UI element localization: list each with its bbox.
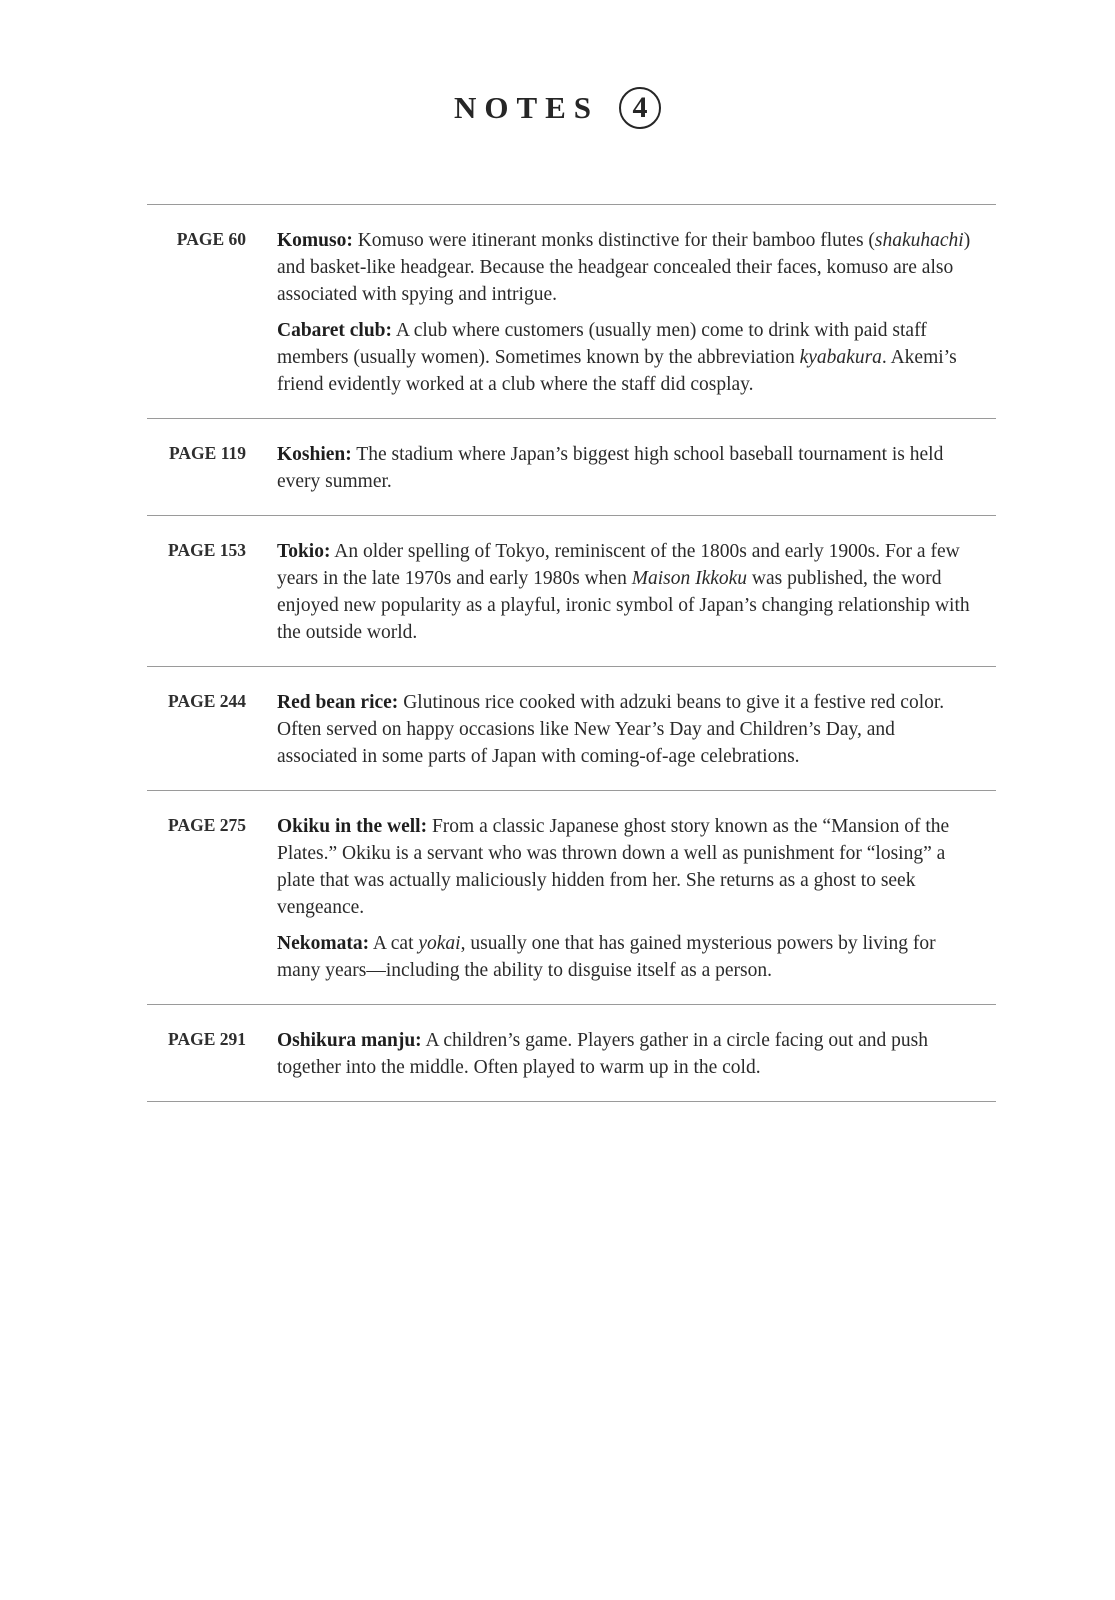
note-term: Komuso:	[277, 230, 353, 251]
page-reference: PAGE 153	[168, 540, 246, 560]
note-italic-text: Maison Ikkoku	[631, 568, 748, 589]
note-text: Glutinous rice cooked with adzuki beans to give it a festive red color. Often served on happy occasions like New Year’s Day and Children’s Day, and associated in some parts of Japan with coming-of-age celebrations.	[277, 692, 945, 767]
note-term: Cabaret club:	[277, 320, 393, 341]
note-term: Koshien:	[277, 444, 352, 465]
note-text: From a classic Japanese ghost story known as the “Mansion of the Plates.” Okiku is a servant who was thrown down a well as punishment for “losing” a plate that was actually maliciously hidden from her. She returns as a ghost to seek vengeance.	[277, 816, 950, 918]
note-entry	[277, 930, 977, 984]
note-entry	[277, 227, 977, 308]
note-text: A children’s game. Players gather in a circle facing out and push together into the middle. Often played to warm up in the cold.	[277, 1030, 928, 1078]
note-text: A cat	[369, 933, 419, 954]
page-reference: PAGE 275	[168, 815, 246, 835]
note-italic-text: yokai	[418, 933, 461, 954]
note-term: Tokio:	[277, 541, 331, 562]
note-text: ) and basket-like headgear. Because the headgear concealed their faces, komuso are also associated with spying and intrigue.	[277, 230, 971, 305]
note-text: Komuso were itinerant monks distinctive for their bamboo flutes (	[352, 230, 875, 251]
note-entries	[277, 813, 977, 984]
page-reference: PAGE 119	[169, 443, 246, 463]
note-entry	[277, 813, 977, 921]
note-italic-text: shakuhachi	[874, 230, 964, 251]
note-entries	[277, 689, 977, 770]
page-reference: PAGE 60	[176, 229, 246, 249]
page-title: NOTES	[453, 90, 600, 125]
volume-number-badge: 4	[619, 87, 661, 129]
note-text: , usually one that has gained mysterious powers by living for many years—including the ability to disguise itself as a person.	[277, 933, 936, 981]
page-reference: PAGE 244	[168, 691, 246, 711]
note-entry	[277, 317, 977, 398]
note-row	[147, 516, 996, 667]
note-row	[147, 791, 996, 1005]
note-entries	[277, 538, 977, 646]
note-text: A club where customers (usually men) come to drink with paid staff members (usually women). Sometimes known by the abbreviation	[277, 320, 927, 368]
note-text: An older spelling of Tokyo, reminiscent of the 1800s and early 1900s. For a few years in the late 1970s and early 1980s when	[277, 541, 960, 589]
note-entry	[277, 441, 977, 495]
note-entry	[277, 689, 977, 770]
note-row	[147, 667, 996, 791]
note-term: Oshikura manju:	[277, 1030, 422, 1051]
page-header	[0, 86, 1115, 130]
note-text: The stadium where Japan’s biggest high school baseball tournament is held every summer.	[277, 444, 944, 492]
note-text: . Akemi’s friend evidently worked at a club where the staff did cosplay.	[277, 347, 957, 395]
note-entry	[277, 538, 977, 646]
note-row	[147, 419, 996, 516]
page-reference: PAGE 291	[168, 1029, 246, 1049]
note-term: Okiku in the well:	[277, 816, 428, 837]
note-entries	[277, 227, 977, 398]
note-entry	[277, 1027, 977, 1081]
note-italic-text: kyabakura	[799, 347, 882, 368]
note-term: Red bean rice:	[277, 692, 399, 713]
note-entries	[277, 1027, 977, 1081]
note-entries	[277, 441, 977, 495]
note-text: was published, the word enjoyed new popularity as a playful, ironic symbol of Japan’s changing relationship with the outside world.	[277, 568, 970, 643]
note-row	[147, 1005, 996, 1102]
note-term: Nekomata:	[277, 933, 370, 954]
note-row	[147, 205, 996, 419]
notes-table	[147, 204, 996, 1102]
